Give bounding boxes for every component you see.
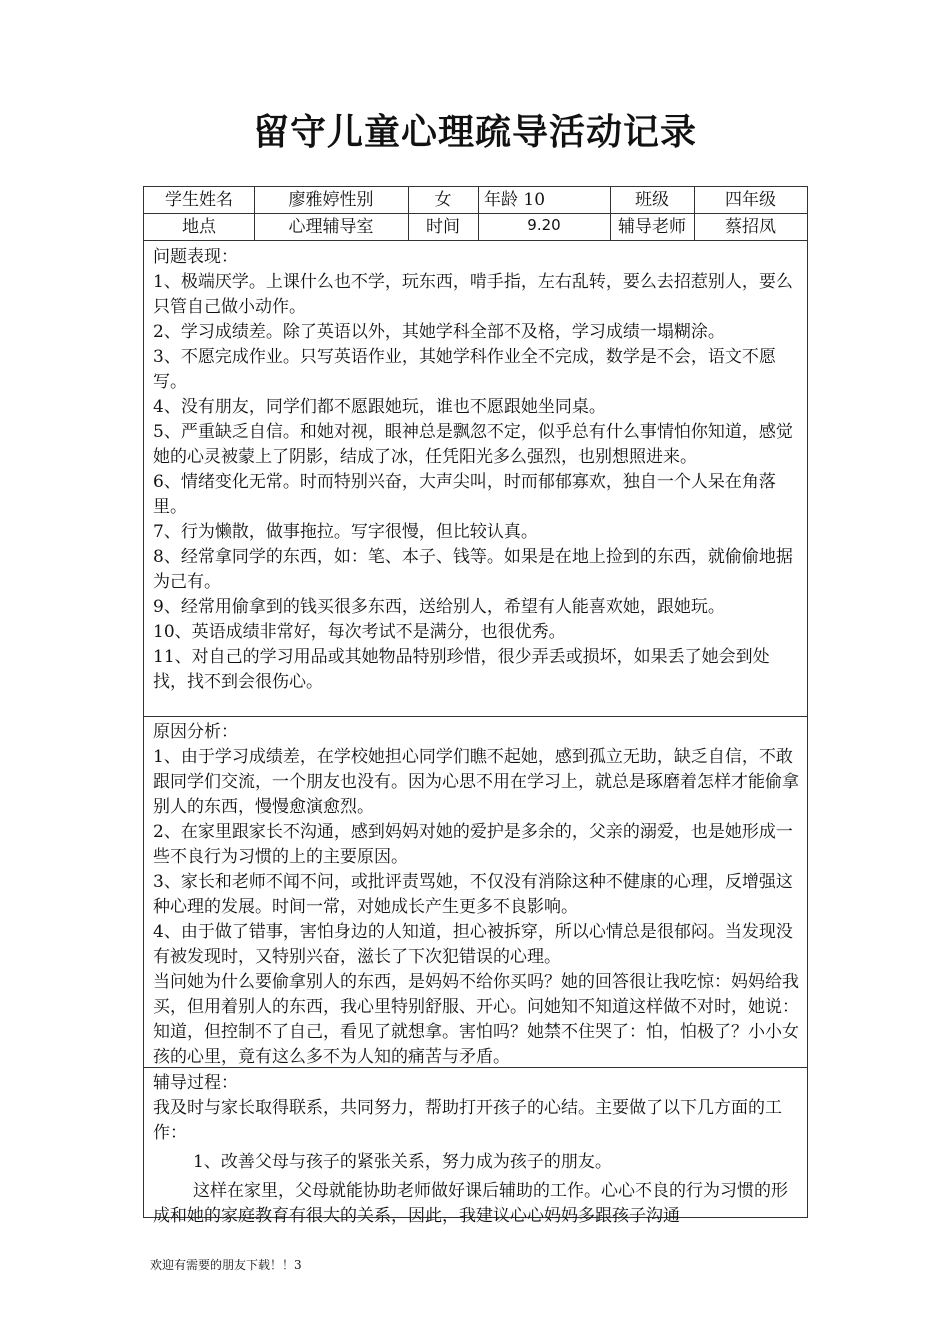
process-section bbox=[153, 1071, 803, 1229]
student-name-gender-label: 廖雅婷性别 bbox=[288, 190, 374, 210]
record-table bbox=[143, 186, 808, 1226]
class-label: 班级 bbox=[635, 190, 669, 210]
teacher-label: 辅导老师 bbox=[618, 217, 686, 237]
cause-item: 4、由于做了错事，害怕身边的人知道，担心被拆穿，所以心情总是很郁闷。当发现没有被发现时，又特别兴奋，滋长了下次犯错误的心理。 bbox=[153, 922, 793, 967]
problem-item: 4、没有朋友，同学们都不愿跟她玩，谁也不愿跟她坐同桌。 bbox=[153, 397, 606, 417]
problem-item: 9、经常用偷拿到的钱买很多东西，送给别人，希望有人能喜欢她，跟她玩。 bbox=[153, 597, 725, 617]
cause-item: 2、在家里跟家长不沟通，感到妈妈对她的爱护是多余的，父亲的溺爱，也是她形成一些不良行为习惯的上的主要原因。 bbox=[153, 822, 793, 867]
problem-item: 5、严重缺乏自信。和她对视，眼神总是飘忽不定，似乎总有什么事情怕你知道，感觉她的心灵被蒙上了阴影，结成了冰，任凭阳光多么强烈，也别想照进来。 bbox=[153, 422, 793, 467]
time-value: 9.20 bbox=[527, 216, 561, 234]
problem-item: 3、不愿完成作业。只写英语作业，其她学科作业全不完成，数学是不会，语文不愿写。 bbox=[153, 347, 776, 392]
page-title: 留守儿童心理疏导活动记录 bbox=[252, 112, 697, 153]
causes-section bbox=[153, 720, 803, 1070]
problem-item: 6、情绪变化无常。时而特别兴奋，大声尖叫，时而郁郁寡欢，独自一个人呆在角落里。 bbox=[153, 472, 776, 517]
location-value: 心理辅导室 bbox=[288, 217, 374, 237]
problems-section bbox=[153, 245, 803, 695]
page-footer: 欢迎有需要的朋友下载！！3 bbox=[150, 1258, 302, 1272]
process-heading: 辅导过程： bbox=[153, 1073, 238, 1093]
problem-item: 8、经常拿同学的东西，如：笔、本子、钱等。如果是在地上捡到的东西，就偷偷地据为己有。 bbox=[153, 547, 793, 592]
time-label: 时间 bbox=[426, 217, 460, 237]
problem-item: 10、英语成绩非常好，每次考试不是满分，也很优秀。 bbox=[153, 622, 566, 642]
class-value: 四年级 bbox=[725, 190, 776, 210]
gender-value: 女 bbox=[434, 190, 452, 210]
cause-item: 3、家长和老师不闻不问，或批评责骂她，不仅没有消除这种不健康的心理，反增强这种心理的发展。时间一常，对她成长产生更多不良影响。 bbox=[153, 872, 793, 917]
cause-item: 1、由于学习成绩差，在学校她担心同学们瞧不起她，感到孤立无助，缺乏自信，不敢跟同学们交流，一个朋友也没有。因为心思不用在学习上，就总是琢磨着怎样才能偷拿别人的东西，慢慢愈演愈烈。 bbox=[153, 747, 799, 817]
problems-heading: 问题表现： bbox=[153, 247, 238, 267]
location-label: 地点 bbox=[182, 217, 216, 237]
section-divider bbox=[144, 716, 807, 717]
problem-item: 2、学习成绩差。除了英语以外，其她学科全部不及格，学习成绩一塌糊涂。 bbox=[153, 322, 725, 342]
process-point: 1、改善父母与孩子的紧张关系，努力成为孩子的朋友。 bbox=[193, 1152, 612, 1172]
problem-item: 11、对自己的学习用品或其她物品特别珍惜，很少弄丢或损坏，如果丢了她会到处找，找不到会很伤心。 bbox=[153, 647, 770, 692]
age-cell: 年龄 10 bbox=[484, 190, 546, 210]
teacher-value: 蔡招凤 bbox=[725, 217, 776, 237]
problem-item: 1、极端厌学。上课什么也不学，玩东西，啃手指，左右乱转，要么去招惹别人，要么只管自己做小动作。 bbox=[153, 272, 793, 317]
cause-item: 当问她为什么要偷拿别人的东西，是妈妈不给你买吗？她的回答很让我吃惊：妈妈给我买，但用着别人的东西，我心里特别舒服、开心。问她知不知道这样做不对时，她说：知道，但控制不了自己，看见了就想拿。害怕吗？她禁不住哭了：怕，怕极了？小小女孩的心里，竟有这么多不为人知的痛苦与矛盾。 bbox=[153, 972, 799, 1067]
process-paragraph: 这样在家里，父母就能协助老师做好课后辅助的工作。心心不良的行为习惯的形成和她的家庭教育有很大的关系，因此，我建议心心妈妈多跟孩子沟通 bbox=[153, 1181, 788, 1226]
causes-heading: 原因分析： bbox=[153, 722, 238, 742]
problem-item: 7、行为懒散，做事拖拉。写字很慢，但比较认真。 bbox=[153, 522, 538, 542]
row-divider bbox=[144, 240, 807, 241]
student-name-label: 学生姓名 bbox=[165, 190, 233, 210]
process-intro: 我及时与家长取得联系，共同努力，帮助打开孩子的心结。主要做了以下几方面的工作： bbox=[153, 1098, 782, 1143]
